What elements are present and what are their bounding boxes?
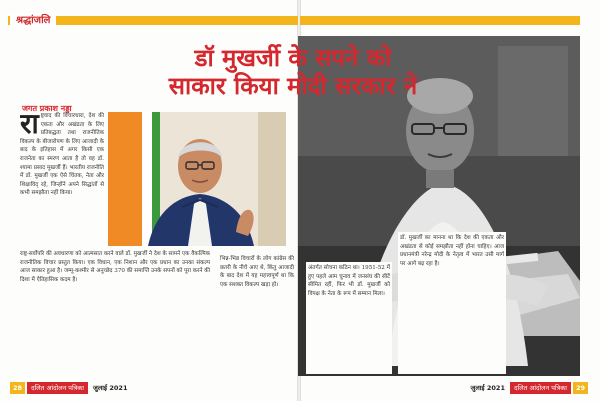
column-2-text: राष्ट्र-सर्वोपरि की अवधारणा को आत्मसात करने वाले डॉ. मुखर्जी ने देश के सामने एक वैकल्पिक राजनीतिक विचार प्रस्तुत किया। एक विधान, एक निशान और एक प्रधान का उनका संकल्प आज साकार हुआ है। जम्मू-कश्मीर से अनुच्छेद 370 की समाप्ति उनके सपनों को पूरा करने की दिशा में ऐतिहासिक कदम है। bbox=[20, 251, 210, 283]
column-1-text: ष्ट्रवाद की विचारधारा, देश की एकता और अखंडता के लिए प्रतिबद्धता तथा राजनीतिक विकल्प के बीजारोपण के लिए आजादी के बाद के इतिहास में अगर किसी एक राजनेता का स्मरण आता है तो वह डॉ. श्यामा प्रसाद मुखर्जी हैं। भारतीय राजनीति में डॉ. मुखर्जी एक ऐसे चिंतक, नेता और शिक्षाविद् रहे, जिन्होंने अपने सिद्धांतों से कभी समझौता नहीं किया। bbox=[20, 113, 104, 197]
issue-month-left: जुलाई 2021 bbox=[93, 384, 128, 392]
magazine-name-left: दलित आंदोलन पत्रिका bbox=[27, 382, 88, 394]
footer-right bbox=[304, 382, 588, 394]
byline: जगत प्रकाश नड्डा bbox=[22, 104, 72, 113]
magazine-name-right: दलित आंदोलन पत्रिका bbox=[510, 382, 571, 394]
section-bar-right bbox=[300, 16, 580, 25]
column-5-text: डॉ. मुखर्जी का मानना था कि देश की एकता और अखंडता से कोई समझौता नहीं होना चाहिए। आज प्रधानमंत्री नरेन्द्र मोदी के नेतृत्व में भारत उसी मार्ग पर आगे बढ़ रहा है। bbox=[400, 235, 504, 267]
page-number-right: 29 bbox=[573, 382, 588, 394]
section-label: श्रद्धांजलि bbox=[10, 13, 56, 28]
headline-line-2: साकार किया मोदी सरकार ने bbox=[168, 72, 418, 100]
column-4-text: अंतर्गत सोचना कठिन था। 1951-52 में हुए पहले आम चुनाव में जनसंघ की सीटें सीमित रहीं, फिर भी डॉ. मुखर्जी को विपक्ष के नेता के रूप में सम्मान मिला। bbox=[308, 265, 390, 297]
page-number-left: 28 bbox=[10, 382, 25, 394]
footer-left bbox=[10, 382, 294, 394]
nadda-photo bbox=[108, 112, 286, 246]
issue-month-right: जुलाई 2021 bbox=[470, 384, 505, 392]
nadda-photo-art bbox=[108, 112, 286, 246]
column-3-text: भिन्न-भिन्न विचारों के लोग कांग्रेस की छतरी के नीचे आए थे, किंतु आजादी के बाद देश में यह महत्त्वपूर्ण था कि एक सशक्त विकल्प खड़ा हो। bbox=[220, 256, 294, 288]
article-column-4 bbox=[306, 262, 392, 374]
headline bbox=[8, 44, 578, 100]
headline-line-1: डॉ मुखर्जी के सपने को bbox=[194, 44, 392, 72]
article-column-5 bbox=[398, 232, 506, 374]
drop-cap: रा bbox=[20, 112, 39, 140]
article-column-2 bbox=[20, 250, 210, 374]
article-column-3 bbox=[220, 255, 294, 375]
